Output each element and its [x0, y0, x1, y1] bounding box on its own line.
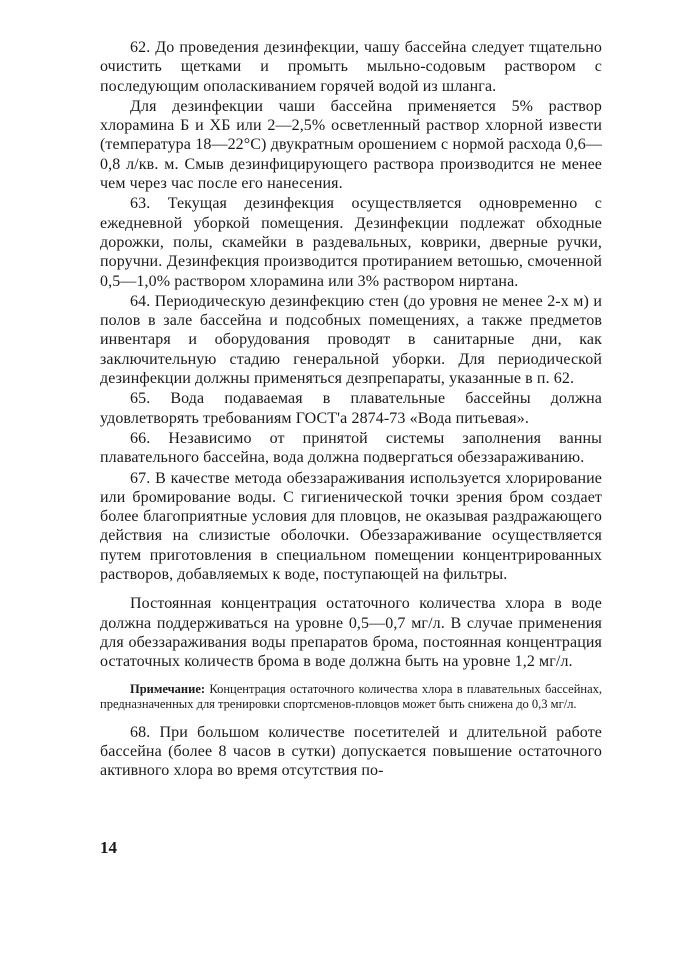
note	[100, 682, 602, 713]
paragraph-67: 67. В качестве метода обеззараживания используется хлорирование или бромирование воды. С гигиенической точки зрения бром создает более благоприятные условия для пловцов, не оказывая раздражающего действия на слизистые оболочки. Обеззараживание осуществляется путем приготовления в специальном помещении концентрированных растворов, добавляемых к воде, поступающей на фильтры.	[100, 469, 602, 584]
paragraph-63: 63. Текущая дезинфекция осуществляется одновременно с ежедневной уборкой помещения. Дезинфекции подлежат обходные дорожки, полы, скамейки в раздевальных, коврики, дверные ручки, поручни. Дезинфекция производится протиранием ветошью, смоченной 0,5—1,0% раствором хлорамина или 3% раствором ниртана.	[100, 195, 602, 290]
paragraph-62: 62. До проведения дезинфекции, чашу бассейна следует тщательно очистить щетками и промыть мыльно-содовым раствором с последующим ополаскиванием горячей водой из шланга.	[100, 39, 602, 95]
paragraph-67-continued: Постоянная концентрация остаточного количества хлора в воде должна поддерживаться на уровне 0,5—0,7 мг/л. В случае применения для обеззараживания воды препаратов брома, постоянная концентрация остаточных количеств брома в воде должна быть на уровне 1,2 мг/л.	[100, 595, 602, 671]
note-text: Концентрация остаточного количества хлора в плавательных бассейнах, предназначенных для тренировки спортсменов-пловцов может быть снижена до 0,3 мг/л.	[100, 681, 602, 711]
paragraph-68: 68. При большом количестве посетителей и длительной работе бассейна (более 8 часов в сутки) допускается повышение остаточного активного хлора во время отсутствия по-	[100, 723, 602, 780]
paragraph-65: 65. Вода подаваемая в плавательные бассейны должна удовлетворять требованиям ГОСТ'а 2874-73 «Вода питьевая».	[100, 390, 602, 427]
paragraph-62-continued: Для дезинфекции чаши бассейна применяется 5% раствор хлорамина Б и ХБ или 2—2,5% осветленный раствор хлорной извести (температура 18—22°С) двукратным орошением с нормой расхода 0,6—0,8 л/кв. м. Смыв дезинфицирующего раствора производится не менее чем через час после его нанесения.	[100, 97, 602, 193]
paragraph-64: 64. Периодическую дезинфекцию стен (до уровня не менее 2-х м) и полов в зале бассейна и подсобных помещениях, а также предметов инвентаря и оборудования проводят в санитарные дни, как заключительную стадию генеральной уборки. Для периодической дезинфекции должны применяться дезпрепараты, указанные в п. 62.	[100, 292, 602, 388]
paragraph-66: 66. Независимо от принятой системы заполнения ванны плавательного бассейна, вода должна подвергаться обеззараживанию.	[100, 429, 602, 467]
document-page	[100, 38, 602, 780]
note-label: Примечание:	[130, 681, 206, 696]
page-number: 14	[100, 838, 117, 857]
